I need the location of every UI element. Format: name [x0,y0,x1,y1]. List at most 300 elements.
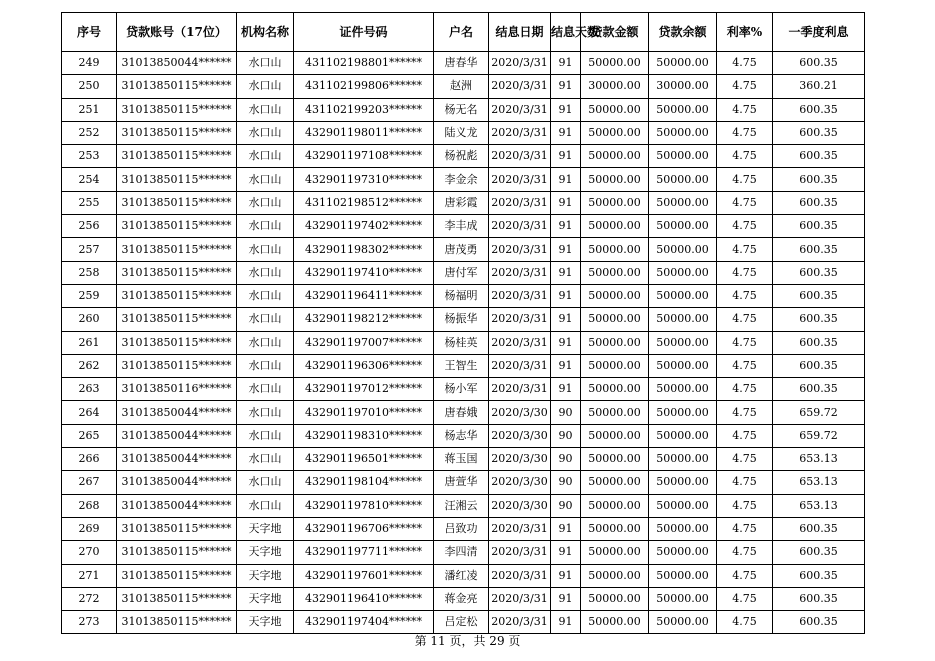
cell-id-number: 432901197108****** [294,145,434,168]
cell-q1-interest: 600.35 [773,261,865,284]
cell-settle-date: 2020/3/31 [489,517,551,540]
cell-loan-amount: 50000.00 [581,517,649,540]
table-row [62,448,865,471]
cell-id-number: 432901198302****** [294,238,434,261]
cell-rate: 4.75 [717,611,773,634]
cell-seq: 255 [62,191,117,214]
col-header-id-number: 证件号码 [294,13,434,52]
table-row [62,494,865,517]
cell-settle-days: 90 [551,494,581,517]
cell-rate: 4.75 [717,424,773,447]
cell-settle-days: 91 [551,75,581,98]
cell-loan-balance: 50000.00 [649,284,717,307]
cell-settle-days: 90 [551,401,581,424]
cell-q1-interest: 600.35 [773,52,865,75]
cell-rate: 4.75 [717,494,773,517]
cell-rate: 4.75 [717,191,773,214]
cell-seq: 272 [62,587,117,610]
cell-branch: 水口山 [237,378,294,401]
cell-branch: 水口山 [237,424,294,447]
cell-account: 31013850115****** [117,308,237,331]
cell-q1-interest: 600.35 [773,308,865,331]
cell-loan-amount: 50000.00 [581,168,649,191]
cell-rate: 4.75 [717,587,773,610]
cell-name: 潘红凌 [434,564,489,587]
table-row [62,308,865,331]
cell-settle-days: 90 [551,424,581,447]
cell-branch: 水口山 [237,121,294,144]
cell-name: 陆义龙 [434,121,489,144]
cell-account: 31013850115****** [117,354,237,377]
cell-seq: 252 [62,121,117,144]
cell-loan-balance: 50000.00 [649,541,717,564]
cell-loan-amount: 50000.00 [581,378,649,401]
cell-q1-interest: 600.35 [773,98,865,121]
cell-id-number: 432901197310****** [294,168,434,191]
cell-branch: 水口山 [237,238,294,261]
cell-settle-days: 91 [551,541,581,564]
cell-loan-amount: 50000.00 [581,121,649,144]
cell-branch: 水口山 [237,354,294,377]
cell-settle-date: 2020/3/31 [489,564,551,587]
cell-settle-days: 91 [551,564,581,587]
cell-loan-amount: 50000.00 [581,145,649,168]
cell-settle-days: 91 [551,378,581,401]
cell-settle-date: 2020/3/31 [489,75,551,98]
col-header-loan-balance: 贷款余额 [649,13,717,52]
cell-name: 李丰成 [434,215,489,238]
cell-account: 31013850044****** [117,424,237,447]
table-row [62,145,865,168]
cell-seq: 262 [62,354,117,377]
cell-rate: 4.75 [717,98,773,121]
cell-branch: 水口山 [237,471,294,494]
cell-settle-date: 2020/3/31 [489,541,551,564]
cell-rate: 4.75 [717,354,773,377]
cell-name: 杨无名 [434,98,489,121]
cell-branch: 水口山 [237,191,294,214]
cell-name: 蒋金亮 [434,587,489,610]
cell-loan-amount: 50000.00 [581,98,649,121]
cell-id-number: 431102198801****** [294,52,434,75]
cell-loan-balance: 50000.00 [649,401,717,424]
cell-settle-date: 2020/3/30 [489,448,551,471]
cell-q1-interest: 600.35 [773,517,865,540]
cell-name: 吕致功 [434,517,489,540]
cell-settle-days: 90 [551,471,581,494]
cell-loan-balance: 50000.00 [649,564,717,587]
cell-branch: 水口山 [237,494,294,517]
cell-seq: 254 [62,168,117,191]
cell-seq: 265 [62,424,117,447]
cell-branch: 水口山 [237,145,294,168]
cell-settle-days: 91 [551,98,581,121]
cell-seq: 250 [62,75,117,98]
cell-loan-balance: 30000.00 [649,75,717,98]
cell-name: 唐春华 [434,52,489,75]
col-header-rate: 利率% [717,13,773,52]
cell-name: 唐彩霞 [434,191,489,214]
cell-settle-date: 2020/3/31 [489,168,551,191]
cell-loan-balance: 50000.00 [649,308,717,331]
cell-loan-amount: 50000.00 [581,471,649,494]
cell-q1-interest: 600.35 [773,587,865,610]
cell-settle-date: 2020/3/31 [489,98,551,121]
cell-loan-balance: 50000.00 [649,191,717,214]
cell-account: 31013850115****** [117,98,237,121]
table-row [62,75,865,98]
cell-id-number: 432901197810****** [294,494,434,517]
cell-settle-days: 90 [551,448,581,471]
cell-settle-days: 91 [551,238,581,261]
cell-loan-balance: 50000.00 [649,238,717,261]
cell-loan-balance: 50000.00 [649,52,717,75]
cell-loan-balance: 50000.00 [649,611,717,634]
cell-loan-amount: 50000.00 [581,541,649,564]
cell-id-number: 432901197007****** [294,331,434,354]
cell-account: 31013850115****** [117,168,237,191]
cell-account: 31013850115****** [117,611,237,634]
cell-name: 杨振华 [434,308,489,331]
cell-q1-interest: 600.35 [773,215,865,238]
cell-account: 31013850115****** [117,191,237,214]
cell-loan-amount: 50000.00 [581,401,649,424]
cell-q1-interest: 600.35 [773,145,865,168]
cell-branch: 水口山 [237,168,294,191]
cell-id-number: 432901198212****** [294,308,434,331]
cell-branch: 天字地 [237,611,294,634]
cell-id-number: 432901196306****** [294,354,434,377]
cell-loan-amount: 50000.00 [581,611,649,634]
cell-settle-days: 91 [551,261,581,284]
cell-seq: 270 [62,541,117,564]
cell-q1-interest: 653.13 [773,448,865,471]
cell-settle-date: 2020/3/31 [489,587,551,610]
cell-seq: 266 [62,448,117,471]
table-row [62,587,865,610]
cell-branch: 水口山 [237,401,294,424]
table-row [62,191,865,214]
cell-account: 31013850044****** [117,448,237,471]
table-row [62,517,865,540]
cell-seq: 264 [62,401,117,424]
cell-q1-interest: 659.72 [773,424,865,447]
cell-branch: 天字地 [237,517,294,540]
cell-loan-balance: 50000.00 [649,494,717,517]
cell-id-number: 432901197010****** [294,401,434,424]
cell-account: 31013850115****** [117,564,237,587]
cell-q1-interest: 600.35 [773,354,865,377]
cell-rate: 4.75 [717,75,773,98]
cell-loan-balance: 50000.00 [649,471,717,494]
table-row [62,215,865,238]
cell-q1-interest: 653.13 [773,494,865,517]
cell-settle-date: 2020/3/30 [489,424,551,447]
cell-settle-date: 2020/3/31 [489,354,551,377]
cell-id-number: 432901197402****** [294,215,434,238]
cell-settle-days: 91 [551,308,581,331]
cell-q1-interest: 600.35 [773,168,865,191]
table-row [62,354,865,377]
cell-seq: 251 [62,98,117,121]
cell-id-number: 431102198512****** [294,191,434,214]
table-row [62,401,865,424]
cell-account: 31013850116****** [117,378,237,401]
cell-loan-balance: 50000.00 [649,121,717,144]
table-row [62,611,865,634]
cell-loan-balance: 50000.00 [649,517,717,540]
cell-branch: 水口山 [237,308,294,331]
cell-seq: 258 [62,261,117,284]
cell-loan-balance: 50000.00 [649,215,717,238]
table-row [62,564,865,587]
header-row [62,13,865,52]
cell-rate: 4.75 [717,121,773,144]
cell-name: 吕定松 [434,611,489,634]
cell-account: 31013850044****** [117,401,237,424]
cell-account: 31013850115****** [117,517,237,540]
cell-name: 汪湘云 [434,494,489,517]
cell-loan-amount: 50000.00 [581,238,649,261]
cell-settle-days: 91 [551,52,581,75]
cell-id-number: 431102199203****** [294,98,434,121]
cell-rate: 4.75 [717,448,773,471]
cell-name: 杨小军 [434,378,489,401]
cell-q1-interest: 600.35 [773,284,865,307]
cell-settle-date: 2020/3/31 [489,145,551,168]
cell-account: 31013850115****** [117,331,237,354]
cell-seq: 257 [62,238,117,261]
cell-settle-date: 2020/3/31 [489,378,551,401]
col-header-branch: 机构名称 [237,13,294,52]
table-row [62,284,865,307]
cell-rate: 4.75 [717,471,773,494]
cell-account: 31013850044****** [117,494,237,517]
cell-account: 31013850044****** [117,471,237,494]
cell-loan-amount: 50000.00 [581,448,649,471]
cell-id-number: 432901196411****** [294,284,434,307]
cell-id-number: 432901196410****** [294,587,434,610]
cell-settle-date: 2020/3/31 [489,191,551,214]
cell-branch: 天字地 [237,541,294,564]
cell-rate: 4.75 [717,401,773,424]
table-row [62,98,865,121]
cell-settle-date: 2020/3/31 [489,284,551,307]
cell-account: 31013850115****** [117,238,237,261]
cell-loan-amount: 50000.00 [581,308,649,331]
cell-loan-balance: 50000.00 [649,354,717,377]
cell-branch: 天字地 [237,587,294,610]
cell-rate: 4.75 [717,168,773,191]
cell-q1-interest: 600.35 [773,541,865,564]
cell-seq: 267 [62,471,117,494]
cell-settle-date: 2020/3/31 [489,238,551,261]
cell-branch: 水口山 [237,75,294,98]
cell-account: 31013850115****** [117,541,237,564]
cell-loan-amount: 50000.00 [581,284,649,307]
cell-name: 杨桂英 [434,331,489,354]
cell-name: 唐春娥 [434,401,489,424]
cell-loan-amount: 50000.00 [581,494,649,517]
cell-rate: 4.75 [717,145,773,168]
cell-name: 蒋玉国 [434,448,489,471]
cell-branch: 水口山 [237,98,294,121]
cell-loan-balance: 50000.00 [649,168,717,191]
cell-loan-balance: 50000.00 [649,587,717,610]
table-row [62,168,865,191]
cell-id-number: 431102199806****** [294,75,434,98]
cell-id-number: 432901198011****** [294,121,434,144]
cell-account: 31013850115****** [117,75,237,98]
cell-loan-balance: 50000.00 [649,145,717,168]
cell-q1-interest: 600.35 [773,331,865,354]
cell-rate: 4.75 [717,517,773,540]
col-header-seq: 序号 [62,13,117,52]
cell-seq: 260 [62,308,117,331]
cell-q1-interest: 653.13 [773,471,865,494]
cell-id-number: 432901196706****** [294,517,434,540]
cell-settle-date: 2020/3/31 [489,52,551,75]
cell-branch: 水口山 [237,52,294,75]
cell-name: 李四清 [434,541,489,564]
col-header-q1-interest: 一季度利息 [773,13,865,52]
cell-id-number: 432901197711****** [294,541,434,564]
cell-seq: 273 [62,611,117,634]
cell-loan-balance: 50000.00 [649,331,717,354]
cell-q1-interest: 600.35 [773,378,865,401]
table-row [62,261,865,284]
table-row [62,541,865,564]
cell-rate: 4.75 [717,52,773,75]
cell-settle-days: 91 [551,517,581,540]
cell-loan-balance: 50000.00 [649,378,717,401]
cell-account: 31013850115****** [117,121,237,144]
cell-seq: 271 [62,564,117,587]
cell-settle-date: 2020/3/31 [489,308,551,331]
cell-loan-amount: 50000.00 [581,564,649,587]
table-row [62,238,865,261]
cell-loan-amount: 50000.00 [581,261,649,284]
cell-account: 31013850115****** [117,284,237,307]
col-header-loan-amount: 贷款金额 [581,13,649,52]
cell-loan-balance: 50000.00 [649,424,717,447]
table-row [62,121,865,144]
cell-account: 31013850115****** [117,261,237,284]
cell-rate: 4.75 [717,541,773,564]
cell-settle-date: 2020/3/30 [489,471,551,494]
cell-settle-days: 91 [551,611,581,634]
cell-account: 31013850044****** [117,52,237,75]
cell-seq: 261 [62,331,117,354]
col-header-name: 户名 [434,13,489,52]
cell-q1-interest: 600.35 [773,611,865,634]
cell-loan-amount: 30000.00 [581,75,649,98]
cell-rate: 4.75 [717,261,773,284]
page-footer: 第 11 页，共 29 页 [414,634,521,648]
cell-settle-date: 2020/3/31 [489,121,551,144]
cell-name: 王智生 [434,354,489,377]
cell-branch: 天字地 [237,564,294,587]
cell-name: 赵洲 [434,75,489,98]
cell-settle-days: 91 [551,145,581,168]
cell-rate: 4.75 [717,215,773,238]
cell-q1-interest: 600.35 [773,564,865,587]
cell-settle-days: 91 [551,587,581,610]
cell-branch: 水口山 [237,261,294,284]
cell-id-number: 432901197012****** [294,378,434,401]
cell-name: 唐付军 [434,261,489,284]
cell-settle-days: 91 [551,284,581,307]
cell-seq: 259 [62,284,117,307]
cell-loan-amount: 50000.00 [581,331,649,354]
cell-id-number: 432901196501****** [294,448,434,471]
cell-rate: 4.75 [717,238,773,261]
cell-seq: 249 [62,52,117,75]
cell-loan-amount: 50000.00 [581,354,649,377]
cell-name: 杨福明 [434,284,489,307]
cell-settle-date: 2020/3/30 [489,401,551,424]
cell-settle-days: 91 [551,168,581,191]
cell-settle-days: 91 [551,191,581,214]
table-row [62,471,865,494]
cell-q1-interest: 600.35 [773,191,865,214]
cell-name: 唐萱华 [434,471,489,494]
table-body [62,52,865,634]
cell-rate: 4.75 [717,308,773,331]
cell-seq: 268 [62,494,117,517]
col-header-settle-days: 结息天数 [551,13,581,52]
table-row [62,424,865,447]
cell-id-number: 432901197410****** [294,261,434,284]
cell-account: 31013850115****** [117,215,237,238]
cell-rate: 4.75 [717,331,773,354]
cell-account: 31013850115****** [117,587,237,610]
cell-rate: 4.75 [717,564,773,587]
cell-account: 31013850115****** [117,145,237,168]
table-row [62,52,865,75]
cell-settle-days: 91 [551,331,581,354]
cell-loan-amount: 50000.00 [581,587,649,610]
cell-name: 唐茂勇 [434,238,489,261]
cell-q1-interest: 659.72 [773,401,865,424]
cell-seq: 269 [62,517,117,540]
cell-loan-amount: 50000.00 [581,215,649,238]
cell-loan-balance: 50000.00 [649,98,717,121]
cell-settle-days: 91 [551,215,581,238]
table-row [62,331,865,354]
cell-id-number: 432901198310****** [294,424,434,447]
cell-settle-days: 91 [551,121,581,144]
table-row [62,378,865,401]
cell-settle-date: 2020/3/31 [489,261,551,284]
cell-branch: 水口山 [237,448,294,471]
col-header-settle-date: 结息日期 [489,13,551,52]
cell-q1-interest: 600.35 [773,238,865,261]
cell-id-number: 432901197601****** [294,564,434,587]
cell-id-number: 432901197404****** [294,611,434,634]
loan-interest-table [61,12,865,634]
cell-settle-days: 91 [551,354,581,377]
cell-loan-amount: 50000.00 [581,191,649,214]
cell-seq: 253 [62,145,117,168]
cell-branch: 水口山 [237,331,294,354]
cell-loan-amount: 50000.00 [581,52,649,75]
cell-settle-date: 2020/3/31 [489,611,551,634]
cell-name: 杨志华 [434,424,489,447]
col-header-account: 贷款账号（17位） [117,13,237,52]
cell-rate: 4.75 [717,284,773,307]
cell-branch: 水口山 [237,284,294,307]
